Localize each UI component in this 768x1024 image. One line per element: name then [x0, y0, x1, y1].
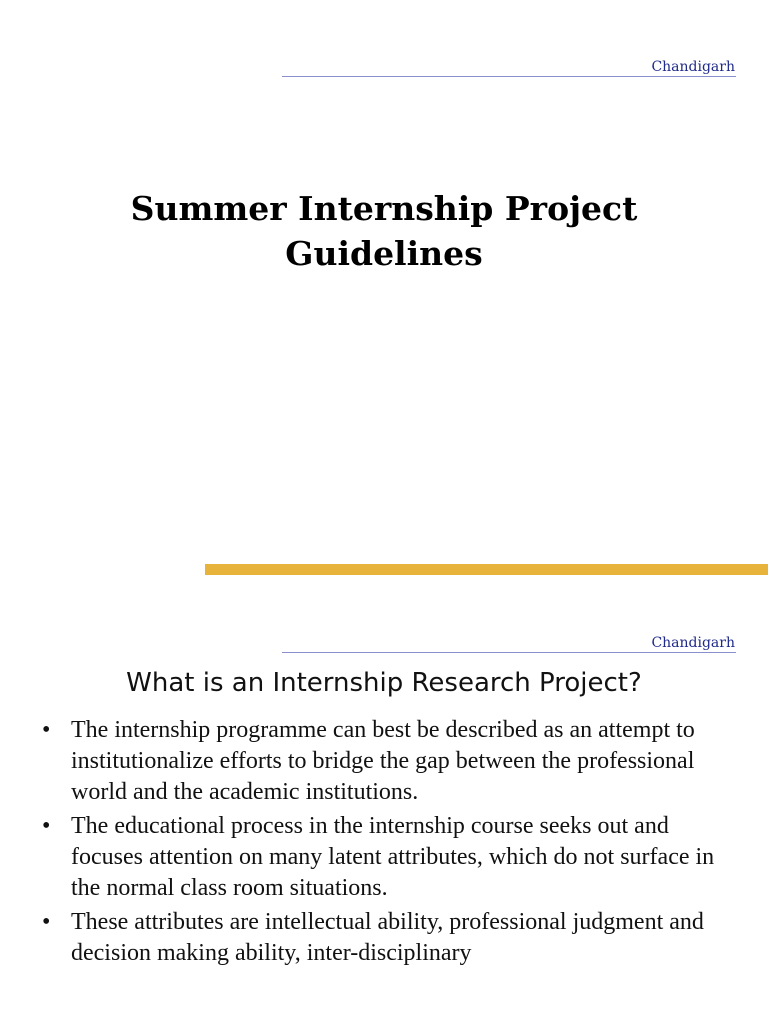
header-rule: [282, 76, 736, 77]
bullet-dot-icon: •: [42, 909, 51, 935]
bullet-text: The internship programme can best be described as an attempt to institutionalize efforts to bridge the gap between the professional world and the academic institutions.: [71, 717, 695, 805]
slide-title: [60, 186, 708, 276]
bullet-item: [40, 907, 740, 969]
header-location-label: Chandigarh: [651, 635, 735, 651]
bullet-dot-icon: •: [42, 717, 51, 743]
bullet-text: The educational process in the internship course seeks out and focuses attention on many latent attributes, which do not surface in the normal class room situations.: [71, 813, 715, 901]
bullet-item: [40, 715, 740, 808]
bullet-item: [40, 811, 740, 904]
slide-title-line-2: Guidelines: [285, 234, 483, 273]
header-location-label: Chandigarh: [651, 59, 735, 75]
slide-heading: What is an Internship Research Project?: [126, 668, 642, 698]
header-rule: [282, 652, 736, 653]
slide-title-line-1: Summer Internship Project: [130, 189, 638, 228]
bullet-dot-icon: •: [42, 813, 51, 839]
bullet-list: [40, 715, 740, 972]
bullet-text: These attributes are intellectual ability, professional judgment and decision making ability, inter-disciplinary: [71, 909, 704, 966]
accent-bar: [205, 564, 768, 575]
